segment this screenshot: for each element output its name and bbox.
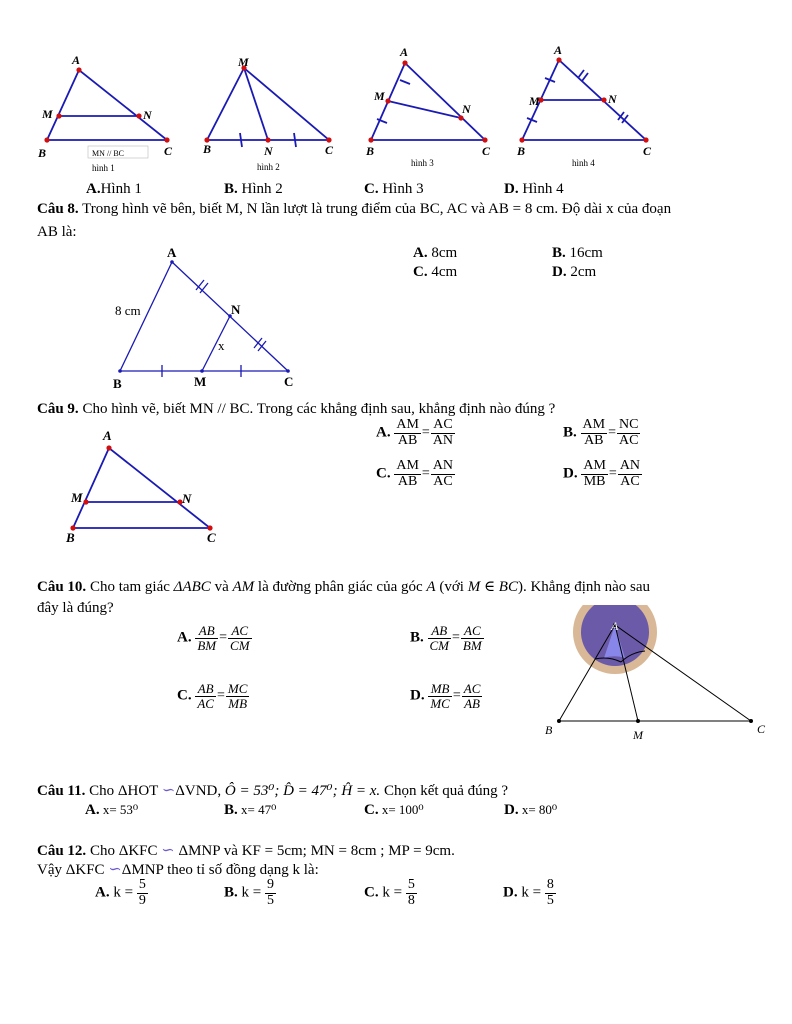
q10-option-c[interactable]: C. $\frac{AB}{AC}$ = $\frac{MC}{MB}$ — [177, 681, 248, 711]
f1-label-a: A — [72, 53, 81, 67]
q9-label-m: M — [71, 490, 83, 505]
q8-label-b: B — [113, 376, 122, 391]
q8-option-c[interactable]: C. 4cm — [413, 264, 458, 280]
f1-label-n: N — [143, 108, 152, 122]
q9-option-a[interactable]: A. $\frac{AM}{AB}$ = $\frac{AC}{AN}$ — [376, 417, 454, 448]
q10-label-c: C — [757, 722, 766, 736]
similar-symbol: ∽ — [108, 861, 122, 878]
q10-label-a: A — [611, 619, 619, 633]
q10-question-line2: đây là đúng? — [37, 600, 114, 616]
q11-option-d[interactable]: D. x= 80⁰ — [504, 802, 558, 818]
f2-caption: hình 2 — [257, 162, 280, 172]
q8-option-b[interactable]: B. 16cm — [552, 245, 603, 261]
q9-figure — [55, 425, 230, 550]
f4-label-m: M — [529, 94, 540, 108]
q9-label-n: N — [182, 491, 192, 506]
f2-label-c: C — [325, 143, 334, 157]
q12-question: Câu 12. Cho ΔKFC ∽ ΔMNP và KF = 5cm; MN = 8cm ; MP = 9cm. — [37, 842, 455, 859]
f1-label-c: C — [164, 144, 173, 158]
q11-option-b[interactable]: B. x= 47⁰ — [224, 802, 277, 818]
q10-question: Câu 10. Cho tam giác ΔABC và AM là đường phân giác của góc A (với M ∈ BC). Khẳng định nào sau — [37, 579, 651, 595]
f1-label-m: M — [42, 107, 53, 121]
q12-option-d[interactable]: D. k = $\frac{8}{5}$ — [503, 877, 554, 908]
q7-option-a[interactable]: A.Hình 1 — [86, 181, 142, 197]
f2-label-b: B — [203, 142, 212, 156]
f3-label-n: N — [462, 102, 471, 116]
f4-label-c: C — [643, 144, 652, 158]
q7-option-c[interactable]: C. Hình 3 — [364, 181, 424, 197]
q9-label-c: C — [207, 530, 216, 545]
q12-option-c[interactable]: C. k = $\frac{5}{8}$ — [364, 877, 415, 908]
f2-label-m: M — [238, 55, 249, 69]
f3-caption: hình 3 — [411, 158, 434, 168]
q8-question-line2: AB là: — [37, 224, 77, 240]
f3-label-a: A — [400, 45, 409, 59]
f3-label-c: C — [482, 144, 491, 158]
q8-label-a: A — [167, 245, 177, 260]
q11-option-a[interactable]: A. x= 53⁰ — [85, 802, 139, 818]
f1-label-b: B — [38, 146, 47, 160]
q10-option-b[interactable]: B. $\frac{AB}{CM}$ = $\frac{AC}{BM}$ — [410, 623, 482, 653]
f3-label-m: M — [374, 89, 385, 103]
q9-label-a: A — [103, 428, 112, 443]
f1-caption: hình 1 — [92, 163, 115, 173]
q8-side-label: 8 cm — [115, 303, 141, 318]
q12-question-line2: Vậy ΔKFC ∽ΔMNP theo tỉ số đồng dạng k là: — [37, 861, 319, 878]
q9-option-b[interactable]: B. $\frac{AM}{AB}$ = $\frac{NC}{AC}$ — [563, 417, 639, 448]
q9-question: Câu 9. Cho hình vẽ, biết MN // BC. Trong các khẳng định sau, khẳng định nào đúng ? — [37, 401, 556, 417]
q8-option-a[interactable]: A. 8cm — [413, 245, 458, 261]
q8-label-c: C — [284, 374, 294, 389]
q9-option-d[interactable]: D. $\frac{AM}{MB}$ = $\frac{AN}{AC}$ — [563, 458, 641, 489]
f4-caption: hình 4 — [572, 158, 595, 168]
q9-option-c[interactable]: C. $\frac{AM}{AB}$ = $\frac{AN}{AC}$ — [376, 458, 454, 489]
q8-label-m: M — [194, 374, 207, 389]
q8-label-n: N — [231, 302, 241, 317]
q10-option-a[interactable]: A. $\frac{AB}{BM}$ = $\frac{AC}{CM}$ — [177, 623, 250, 653]
q11-option-c[interactable]: C. x= 100⁰ — [364, 802, 424, 818]
f4-label-n: N — [608, 92, 617, 106]
q7-figures — [0, 40, 792, 180]
f4-label-b: B — [517, 144, 526, 158]
q8-question: Câu 8. Trong hình vẽ bên, biết M, N lần lượt là trung điểm của BC, AC và AB = 8 cm. Độ dài x của đoạn — [37, 201, 672, 217]
f2-label-n: N — [264, 144, 273, 158]
similar-symbol: ∽ — [161, 842, 175, 859]
q8-x-label: x — [218, 338, 225, 353]
q10-figure — [535, 605, 775, 745]
f4-label-a: A — [554, 43, 563, 57]
q12-option-a[interactable]: A. k = $\frac{5}{9}$ — [95, 877, 146, 908]
q9-label-b: B — [66, 530, 75, 545]
q12-option-b[interactable]: B. k = $\frac{9}{5}$ — [224, 877, 274, 908]
q10-label-m: M — [633, 728, 643, 742]
q10-label-b: B — [545, 723, 553, 737]
q8-option-d[interactable]: D. 2cm — [552, 264, 597, 280]
q7-option-d[interactable]: D. Hình 4 — [504, 181, 564, 197]
f3-label-b: B — [366, 144, 375, 158]
q11-question: Câu 11. Cho ΔHOT ∽ΔVND, Ô = 53⁰; D̂ = 47⁰; Ĥ = x. Chọn kết quả đúng ? — [37, 782, 509, 799]
f1-note: MN // BC — [92, 149, 125, 158]
q10-option-d[interactable]: D. $\frac{MB}{MC}$ = $\frac{AC}{AB}$ — [410, 681, 481, 711]
q7-option-b[interactable]: B. Hình 2 — [224, 181, 283, 197]
similar-symbol: ∽ — [161, 782, 176, 799]
q8-figure — [100, 240, 310, 395]
